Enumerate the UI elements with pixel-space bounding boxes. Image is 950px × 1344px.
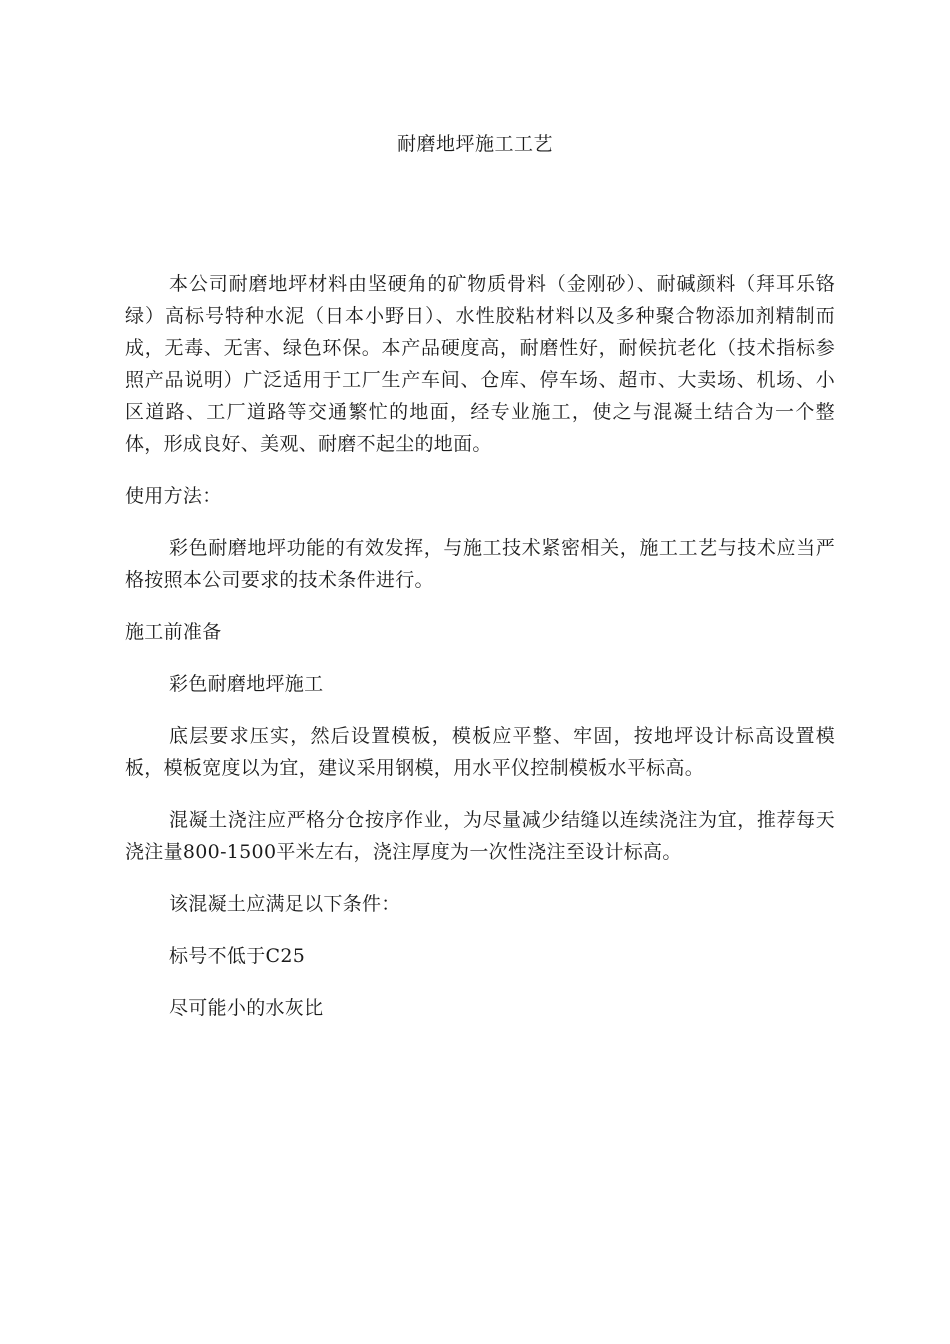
prep-heading: 施工前准备	[125, 621, 222, 643]
condition-item: 标号不低于C25	[169, 945, 306, 967]
document-title: 耐磨地坪施工工艺	[396, 133, 553, 155]
conditions-intro: 该混凝土应满足以下条件：	[169, 893, 401, 915]
condition-item: 尽可能小的水灰比	[169, 997, 324, 1019]
intro-paragraph: 本公司耐磨地坪材料由坚硬角的矿物质骨料（金刚砂）、耐碱颜料（拜耳乐铬绿）高标号特种水泥（日本小野日）、水性胶粘材料以及多种聚合物添加剂精制而成，无毒、无害、绿色环保。本产品硬度高，耐磨性好，耐候抗老化（技术指标参照产品说明）广泛适用于工厂生产车间、仓库、停车场、超市、大卖场、机场、小区道路、工厂道路等交通繁忙的地面，经专业施工，使之与混凝土结合为一个整体，形成良好、美观、耐磨不起尘的地面。	[125, 273, 835, 455]
usage-heading: 使用方法：	[125, 485, 222, 507]
document-body	[125, 268, 835, 1044]
base-paragraph: 底层要求压实，然后设置模板，模板应平整、牢固，按地坪设计标高设置模板，模板宽度以为宜，建议采用钢模，用水平仪控制模板水平标高。	[125, 725, 835, 779]
pour-paragraph: 混凝土浇注应严格分仓按序作业，为尽量减少结缝以连续浇注为宜，推荐每天浇注量800-1500平米左右，浇注厚度为一次性浇注至设计标高。	[125, 809, 835, 863]
usage-paragraph: 彩色耐磨地坪功能的有效发挥，与施工技术紧密相关，施工工艺与技术应当严格按照本公司要求的技术条件进行。	[125, 537, 835, 591]
sub-heading: 彩色耐磨地坪施工	[169, 673, 324, 695]
